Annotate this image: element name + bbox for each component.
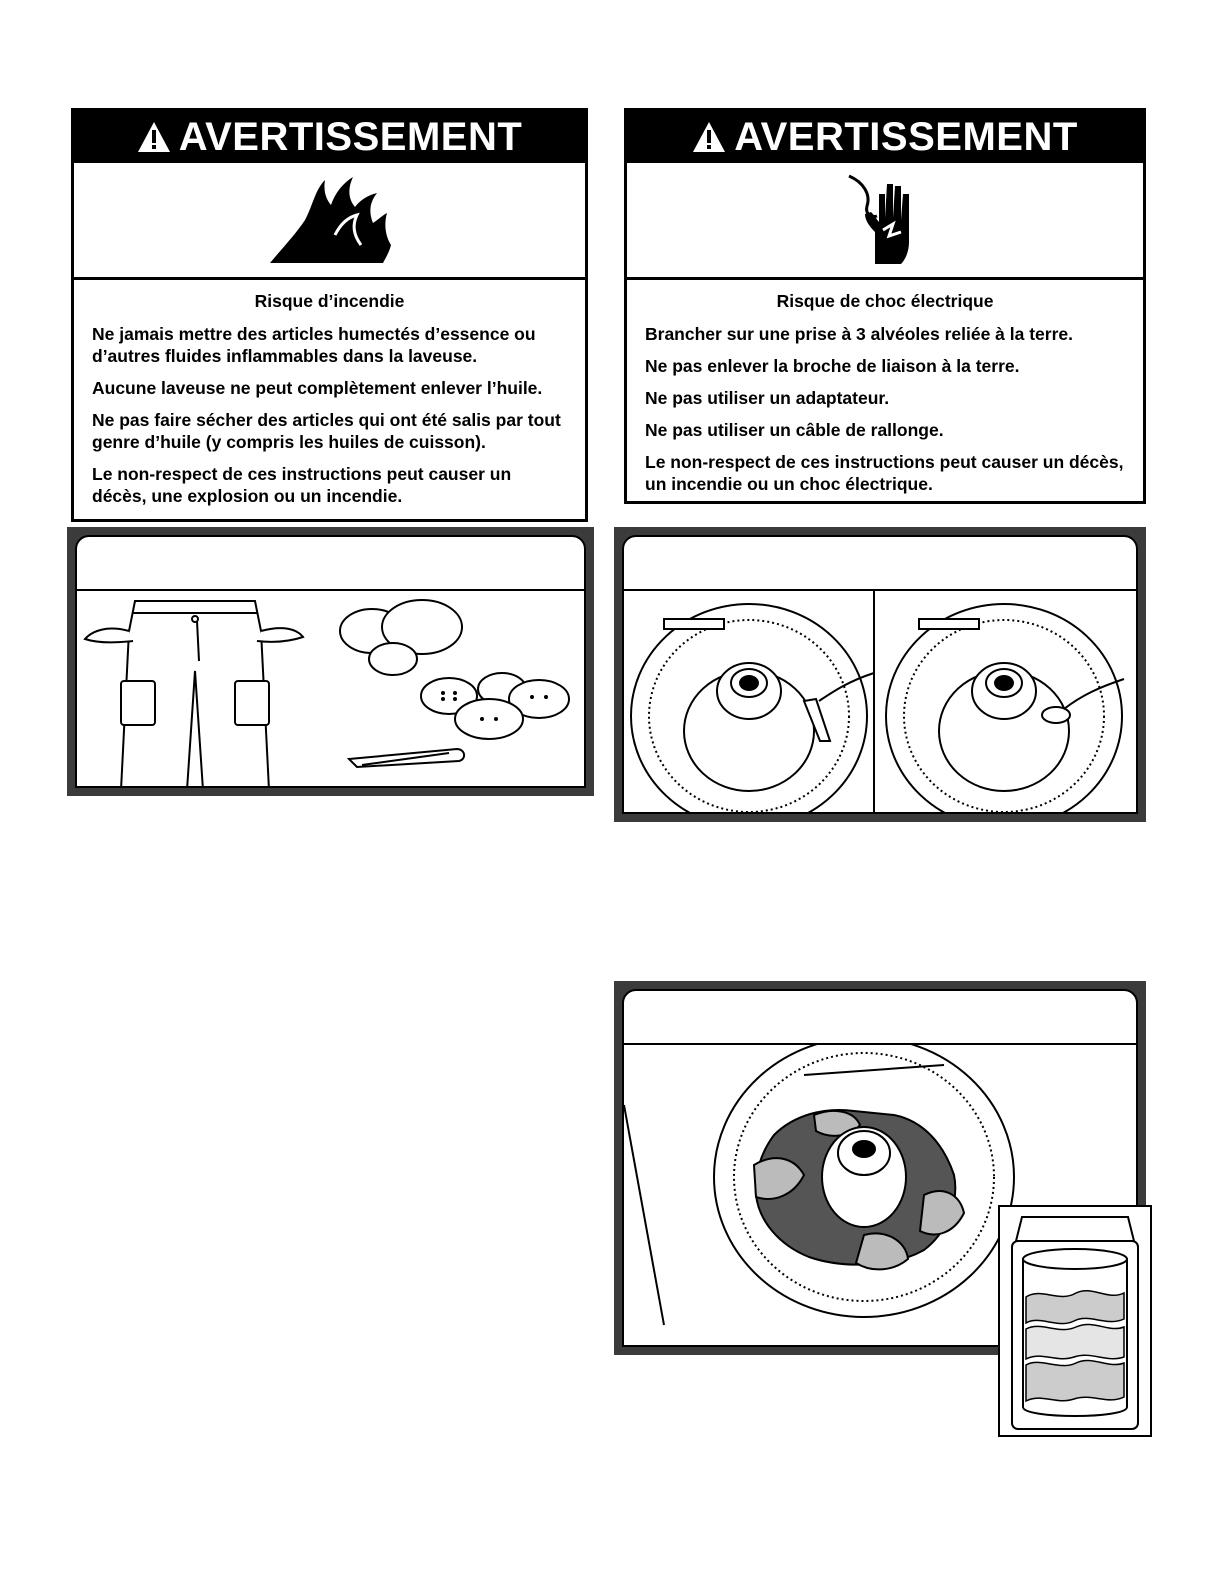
warning-box-electric bbox=[624, 108, 1146, 504]
warning-header-text: AVERTISSEMENT bbox=[734, 114, 1078, 159]
warning-icon-area bbox=[627, 163, 1143, 280]
warning-line: Brancher sur une prise à 3 alvéoles reliée à la terre. bbox=[645, 324, 1074, 344]
warning-line: Ne pas utiliser un câble de rallonge. bbox=[645, 420, 944, 440]
fire-icon bbox=[265, 175, 395, 265]
top-load-washer-icon bbox=[1000, 1207, 1150, 1435]
warning-header-text: AVERTISSEMENT bbox=[178, 114, 523, 159]
empty-pockets-illustration bbox=[77, 591, 584, 788]
warning-line: Ne pas utiliser un adaptateur. bbox=[645, 388, 890, 408]
panel-caption-area bbox=[624, 991, 1136, 1045]
panel-frame bbox=[75, 535, 586, 788]
warning-triangle-icon bbox=[692, 121, 726, 153]
warning-title: Risque de choc électrique bbox=[776, 291, 994, 311]
warning-text bbox=[74, 280, 585, 507]
warning-header bbox=[74, 111, 585, 163]
warning-header bbox=[627, 111, 1143, 163]
warning-title: Risque d’incendie bbox=[254, 291, 405, 311]
washer-dispenser-illustration bbox=[624, 591, 1136, 814]
warning-line: Aucune laveuse ne peut complètement enlever l’huile. bbox=[92, 378, 543, 398]
warning-text bbox=[627, 280, 1143, 495]
illustration-panel-dispensers bbox=[614, 527, 1146, 822]
panel-caption-area bbox=[77, 537, 584, 591]
electric-shock-hand-icon bbox=[845, 172, 925, 268]
warning-line: Ne pas enlever la broche de liaison à la terre. bbox=[645, 356, 1020, 376]
warning-line: Ne jamais mettre des articles humectés d’essence ou d’autres fluides inflammables dans la laveuse. bbox=[92, 324, 536, 366]
washer-inset-illustration bbox=[998, 1205, 1152, 1437]
warning-line: Ne pas faire sécher des articles qui ont été salis par tout genre d’huile (y compris les huiles de cuisson). bbox=[92, 410, 561, 452]
warning-line: Le non-respect de ces instructions peut causer un décès, un incendie ou un choc électrique. bbox=[645, 452, 1124, 494]
warning-triangle-icon bbox=[137, 121, 171, 153]
illustration-panel-pockets bbox=[67, 527, 594, 796]
panel-frame bbox=[622, 535, 1138, 814]
warning-icon-area bbox=[74, 163, 585, 280]
warning-box-fire bbox=[71, 108, 588, 522]
warning-line: Le non-respect de ces instructions peut causer un décès, une explosion ou un incendie. bbox=[92, 464, 512, 506]
panel-caption-area bbox=[624, 537, 1136, 591]
